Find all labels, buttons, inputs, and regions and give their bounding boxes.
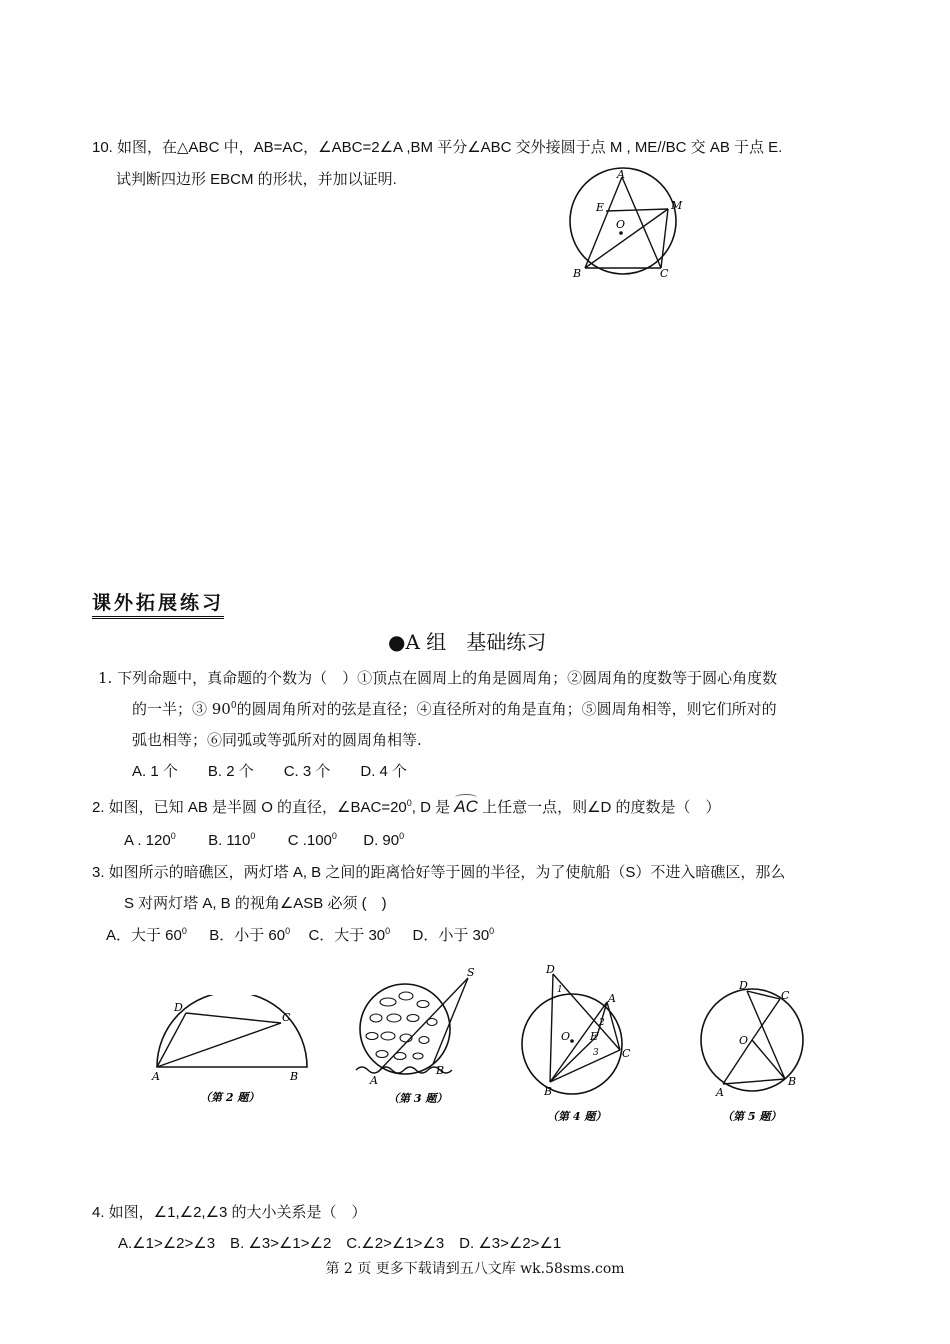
figure-5 [690, 975, 820, 1130]
f4-label-b: B [544, 1085, 553, 1098]
figure-3 [348, 962, 488, 1112]
f2-label-c: C [282, 1011, 291, 1024]
q10-label-o: O [616, 218, 626, 231]
f4-label-a: A [608, 992, 616, 1005]
group-title: ●A 组 基础练习 [388, 630, 547, 654]
f4-label-2: 2 [599, 1018, 605, 1028]
f4-caption: （第 4 题） [547, 1110, 607, 1123]
f3-caption: （第 3 题） [388, 1092, 448, 1105]
q10-label-m: M [671, 199, 683, 212]
q10-line1: 10. 如图，在△ABC 中，AB=AC，∠ABC=2∠A ,BM 平分∠ABC 交外接圆于点 M , ME//BC 交 AB 于点 E. [92, 139, 783, 156]
f2-label-d: D [174, 1001, 183, 1014]
q1-line3: 弧也相等；⑥同弧或等弧所对的圆周角相等. [132, 731, 422, 749]
q10-label-e: E [596, 201, 605, 214]
q10-label-a: A [617, 168, 625, 181]
f5-label-o: O [739, 1034, 749, 1047]
f3-label-s: S [467, 966, 475, 979]
f5-caption: （第 5 题） [722, 1110, 782, 1123]
q10-label-b: B [573, 267, 582, 280]
section-title: 课外拓展练习 [92, 588, 224, 619]
f5-label-b: B [788, 1075, 797, 1088]
q3-line1: 3. 如图所示的暗礁区，两灯塔 A, B 之间的距离恰好等于圆的半径，为了使航船（S）不进入暗礁区，那么 [92, 864, 786, 881]
q3-line2: S 对两灯塔 A, B 的视角∠ASB 必须 ( ) [124, 895, 387, 912]
f3-label-b: B [436, 1064, 445, 1077]
f5-label-d: D [739, 979, 748, 992]
q1-options: A. 1 个 B. 2 个 C. 3 个 D. 4 个 [132, 763, 408, 780]
f4-label-d: D [546, 963, 555, 976]
f2-caption: （第 2 题） [200, 1091, 260, 1104]
f2-label-b: B [290, 1070, 299, 1083]
q1-line2: 的一半；③ $90^0$的圆周角所对的弦是直径；④直径所对的角是直角；⑤圆周角相等，则它们所对的 [132, 700, 777, 718]
f4-label-3: 3 [593, 1048, 599, 1058]
f3-label-a: A [370, 1074, 378, 1087]
q2-options: A . $120^0$ B. $110^0$ C .100$^0$ D. $90^0$ [124, 831, 405, 849]
f4-label-e: E [590, 1030, 599, 1043]
f4-label-c: C [622, 1047, 631, 1060]
f4-label-1: 1 [557, 985, 563, 995]
figure-4 [515, 962, 645, 1132]
q4-options: A.∠1>∠2>∠3 B. ∠3>∠1>∠2 C.∠2>∠1>∠3 D. ∠3>∠2>∠1 [118, 1235, 562, 1252]
q1-line1: 1. 下列命题中，真命题的个数为（ ）①顶点在圆周上的角是圆周角；②圆周角的度数等于圆心角度数 [98, 669, 778, 687]
q10-figure [560, 165, 710, 285]
arc-ac-label: AC [454, 797, 478, 816]
q2-line1: 2. 如图，已知 AB 是半圆 O 的直径，$\angle BAC=20^0$, D 是 AC 上任意一点，则∠D 的度数是（ ） [92, 797, 721, 816]
page-footer: 第 2 页 更多下载请到五八文库 wk.58sms.com [325, 1261, 625, 1277]
f5-label-a: A [716, 1086, 724, 1099]
q3-options: A．大于 $60^0$ B．小于 $60^0$ C．大于 $30^0$ D．小于 $30^0$ [106, 926, 495, 944]
f5-label-c: C [781, 989, 790, 1002]
f2-label-a: A [152, 1070, 160, 1083]
figure-2 [145, 995, 315, 1110]
q10-line2: 试判断四边形 EBCM 的形状，并加以证明. [116, 171, 397, 188]
q4-line1: 4. 如图，∠1,∠2,∠3 的大小关系是（ ） [92, 1204, 367, 1221]
q10-label-c: C [660, 267, 669, 280]
f4-label-o: O [561, 1030, 571, 1043]
